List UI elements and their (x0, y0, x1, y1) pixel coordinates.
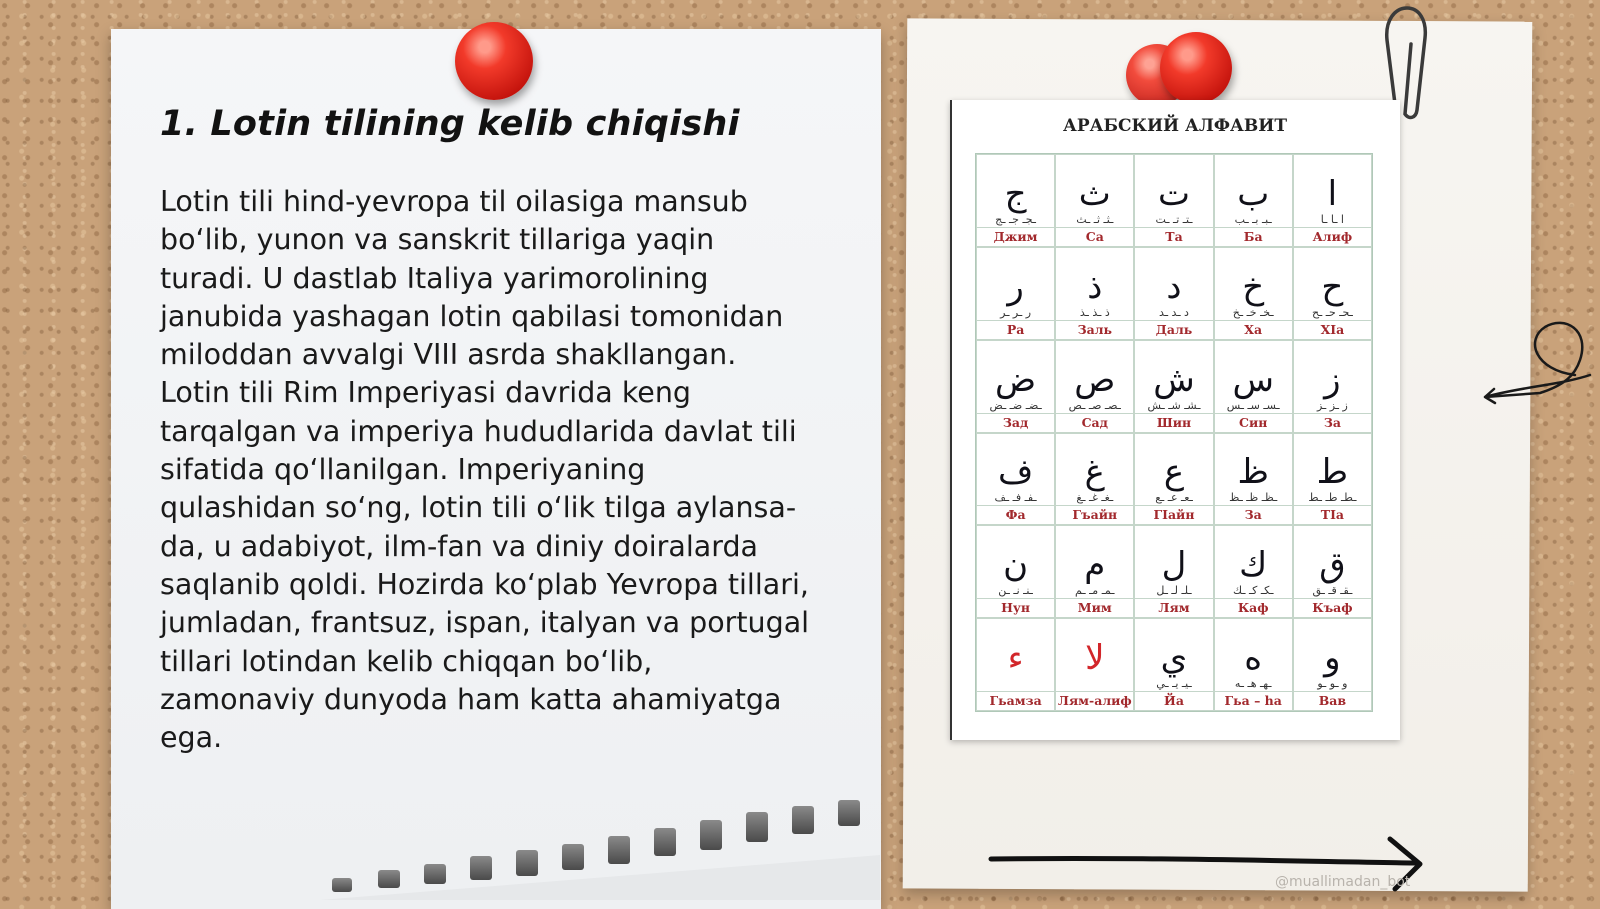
arabic-letter-glyph: ب (1237, 173, 1270, 214)
letter-cell (976, 340, 1055, 433)
letter-cell (1214, 618, 1293, 711)
arabic-letter-glyph: و (1324, 638, 1341, 678)
letter-forms: ـلـ لـ ـل (1156, 584, 1192, 598)
letter-forms: ـسـ سـ ـس (1226, 398, 1280, 412)
alphabet-card-title: АРАБСКИЙ АЛФАВИТ (1063, 116, 1287, 136)
letter-name: Ра (977, 320, 1054, 339)
arabic-letter-glyph: ث (1078, 173, 1111, 214)
alphabet-grid (975, 153, 1373, 712)
letter-forms: ـشـ شـ ـش (1147, 398, 1201, 412)
arabic-letter-glyph: ي (1160, 638, 1188, 678)
torn-notebook-edge (320, 800, 880, 900)
letter-forms: ـتـ تـ ـت (1155, 212, 1193, 226)
arabic-letter-glyph: ل (1161, 545, 1187, 586)
letter-cell (1134, 154, 1213, 247)
card-shadow-edge (950, 100, 952, 740)
letter-cell (976, 433, 1055, 526)
letter-cell (1214, 340, 1293, 433)
letter-cell (976, 618, 1055, 711)
letter-name: Гьамза (977, 691, 1054, 710)
arabic-letter-glyph: س (1232, 359, 1274, 400)
loop-doodle-icon (1480, 315, 1600, 410)
arabic-letter-glyph: د (1166, 266, 1182, 307)
letter-name: Сад (1056, 413, 1133, 432)
letter-cell (1214, 247, 1293, 340)
letter-forms: ذ ـذ ـذ (1079, 305, 1110, 319)
letter-forms: ـعـ عـ ـع (1155, 491, 1193, 505)
letter-name: Нун (977, 598, 1054, 617)
letter-forms: ـضـ ضـ ـض (989, 398, 1042, 412)
letter-forms: ـنـ نـ ـن (998, 584, 1033, 598)
letter-name: Заль (1056, 320, 1133, 339)
arabic-letter-glyph: ء (1007, 638, 1024, 678)
letter-name: Джим (977, 227, 1054, 246)
arabic-letter-glyph: ف (997, 452, 1034, 493)
letter-cell (1293, 340, 1372, 433)
letter-cell (1214, 525, 1293, 618)
letter-name: Гьа – ha (1215, 691, 1292, 710)
slide-title: 1. Lotin tilining kelib chiqishi (160, 104, 740, 144)
letter-cell (1134, 340, 1213, 433)
letter-name: Гъайн (1056, 505, 1133, 524)
letter-forms: ـجـ جـ ـج (995, 212, 1037, 226)
arabic-letter-glyph: ت (1157, 173, 1190, 214)
letter-name: Шин (1135, 413, 1212, 432)
letter-name: За (1294, 413, 1371, 432)
arabic-letter-glyph: ع (1163, 452, 1185, 493)
letter-cell (976, 247, 1055, 340)
arabic-letter-glyph: ق (1319, 545, 1346, 586)
slide-body-text: Lotin tili hind-yevropa til oilasiga mansub bo‘lib, yunon va sanskrit tillariga yaqin turadi. U dastlab Italiya yarimorolining janubida yashagan lotin qabilasi tomonidan miloddan avvalgi VIII asrda shakllangan. Lotin tili Rim Imperiyasi davrida keng tarqalgan va imperiya hududlarida davlat tili sifatida qo‘llanilgan. Imperiyaning qulashidan so‘ng, lotin tili o‘lik tilga aylansa- da, u adabiyot, ilm-fan va diniy doiralarda saqlanib qoldi. Hozirda ko‘plab Yevropa tillari, jumladan, frantsuz, ispan, italyan va portugal tillari lotindan kelib chiqqan bo‘lib, zamonaviy dunyoda ham katta ahamiyatga ega. (160, 185, 810, 755)
letter-forms: د ـد ـد (1159, 305, 1189, 319)
arabic-letter-glyph: ش (1153, 359, 1195, 400)
arabic-letter-glyph: ظ (1237, 452, 1269, 493)
arabic-letter-glyph: لا (1085, 638, 1105, 678)
letter-cell (1293, 247, 1372, 340)
letter-cell (1293, 618, 1372, 711)
letter-forms: ـغـ غـ ـغ (1076, 491, 1114, 505)
letter-forms: ر ـر ـر (1000, 305, 1032, 319)
letter-cell (1134, 247, 1213, 340)
letter-forms: ـقـ قـ ـق (1312, 584, 1353, 598)
letter-name: Ба (1215, 227, 1292, 246)
letter-forms: ـيـ يـ ـي (1156, 677, 1192, 690)
letter-name: Фа (977, 505, 1054, 524)
letter-forms: ا ـا ـا (1320, 212, 1344, 226)
letter-forms: ـكـ كـ ـك (1232, 584, 1274, 598)
letter-cell (1214, 433, 1293, 526)
arabic-letter-glyph: ك (1239, 545, 1268, 586)
letter-name: Син (1215, 413, 1292, 432)
letter-cell (1055, 618, 1134, 711)
letter-name: Зад (977, 413, 1054, 432)
arabic-letter-glyph: خ (1242, 266, 1265, 307)
letter-cell (1293, 525, 1372, 618)
arabic-letter-glyph: ح (1321, 266, 1344, 307)
letter-cell (1055, 340, 1134, 433)
letter-name: Ха (1215, 320, 1292, 339)
red-pushpin-icon (1160, 32, 1232, 104)
letter-forms: ـحـ حـ ـح (1311, 305, 1353, 319)
letter-cell (1055, 525, 1134, 618)
letter-forms: ـمـ مـ ـم (1075, 584, 1115, 598)
letter-forms: ـخـ خـ ـخ (1232, 305, 1274, 319)
arabic-letter-glyph: ز (1324, 359, 1341, 400)
letter-cell (1055, 433, 1134, 526)
letter-name: Мим (1056, 598, 1133, 617)
letter-name: Каф (1215, 598, 1292, 617)
letter-name: ТІа (1294, 505, 1371, 524)
letter-name: ХІа (1294, 320, 1371, 339)
letter-name: Лям (1135, 598, 1212, 617)
arabic-letter-glyph: ن (1003, 545, 1029, 586)
arabic-letter-glyph: م (1084, 545, 1106, 586)
letter-name: Йа (1135, 691, 1212, 710)
arabic-letter-glyph: ه (1244, 638, 1263, 678)
letter-name: ГІайн (1135, 505, 1212, 524)
arabic-alphabet-card (950, 100, 1400, 740)
arabic-letter-glyph: ج (1004, 173, 1027, 214)
arabic-letter-glyph: ا (1327, 173, 1338, 214)
letter-name: За (1215, 505, 1292, 524)
arabic-letter-glyph: ط (1316, 452, 1349, 493)
arabic-letter-glyph: ر (1007, 266, 1024, 307)
letter-forms: ـظـ ظـ ـظ (1229, 491, 1278, 505)
letter-forms: ـصـ صـ ـص (1068, 398, 1121, 412)
red-pushpin-icon (455, 22, 533, 100)
letter-cell (1134, 525, 1213, 618)
arabic-letter-glyph: غ (1084, 452, 1105, 493)
letter-cell (1055, 154, 1134, 247)
letter-cell (1134, 618, 1213, 711)
arabic-letter-glyph: ص (1074, 359, 1116, 400)
letter-forms: ـبـ بـ ـب (1234, 212, 1272, 226)
letter-forms: ـفـ فـ ـف (994, 491, 1037, 505)
letter-name: Та (1135, 227, 1212, 246)
letter-forms: ـثـ ثـ ـث (1076, 212, 1114, 226)
letter-forms: ـهـ هـ ـه (1234, 677, 1272, 690)
letter-name: Алиф (1294, 227, 1371, 246)
letter-cell (1214, 154, 1293, 247)
letter-cell (976, 154, 1055, 247)
arabic-letter-glyph: ذ (1087, 266, 1103, 307)
letter-name: Са (1056, 227, 1133, 246)
watermark-text: @muallimadan_bot (1275, 874, 1411, 890)
letter-forms: و ـو ـو (1317, 677, 1348, 690)
letter-cell (1055, 247, 1134, 340)
letter-cell (1293, 433, 1372, 526)
letter-forms: ز ـز ـز (1316, 398, 1348, 412)
letter-name: Даль (1135, 320, 1212, 339)
letter-name: Лям-алиф (1057, 693, 1132, 708)
letter-forms: ـطـ طـ ـط (1308, 491, 1357, 505)
arabic-letter-glyph: ض (995, 359, 1037, 400)
letter-cell (976, 525, 1055, 618)
letter-cell (1293, 154, 1372, 247)
letter-name: Къаф (1294, 598, 1371, 617)
letter-cell (1134, 433, 1213, 526)
letter-name: Вав (1294, 691, 1371, 710)
